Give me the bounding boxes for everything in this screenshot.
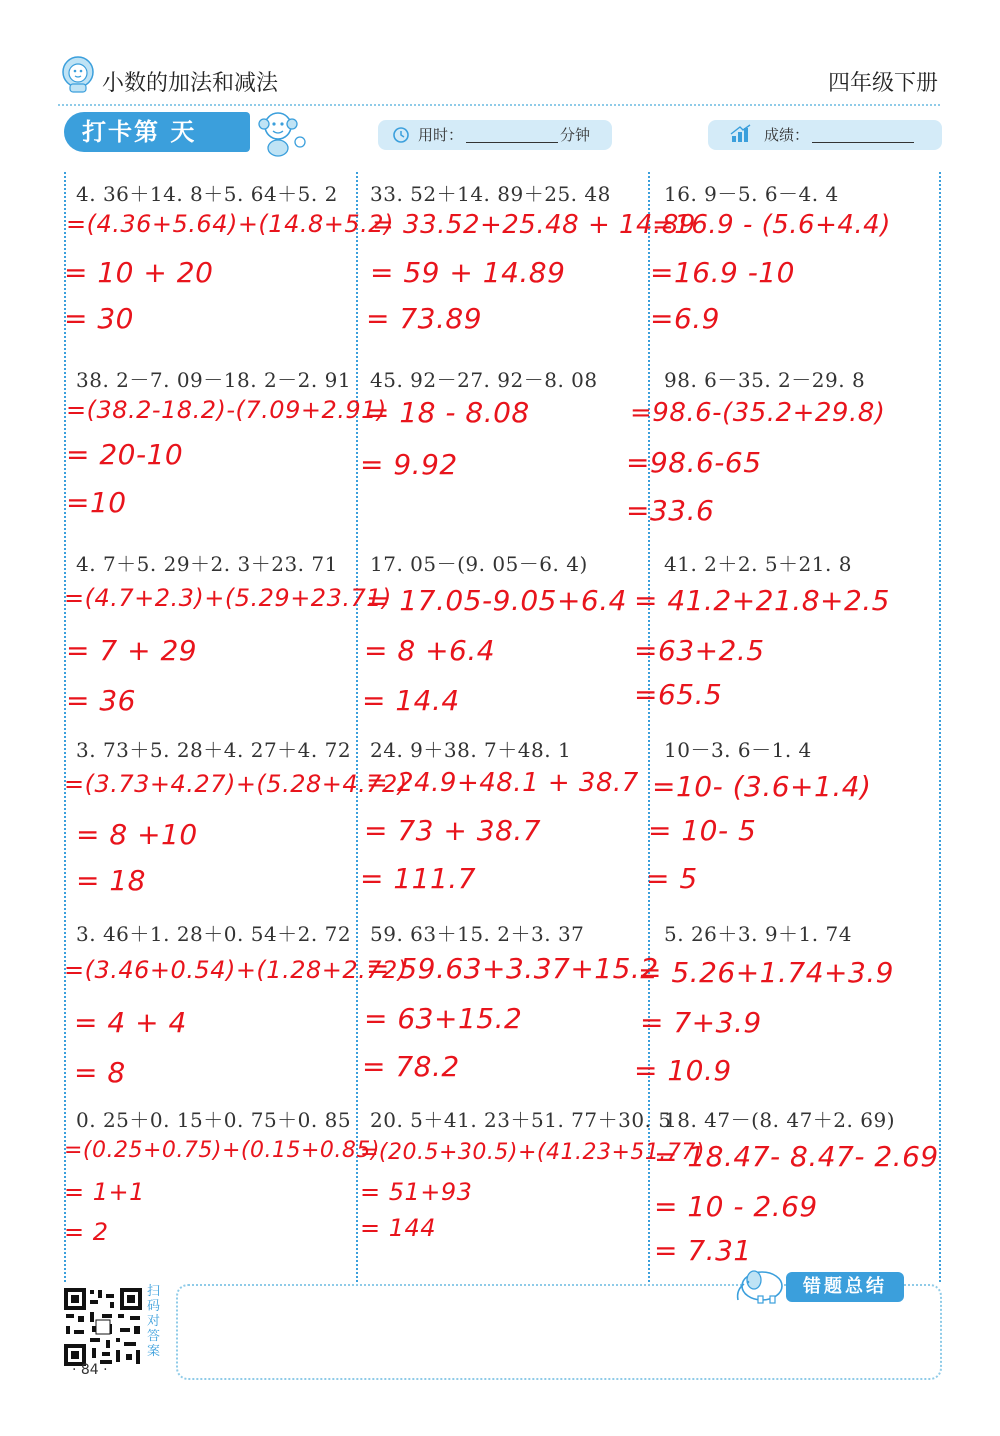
answer-10-line-3: = 18 <box>76 864 146 897</box>
problem-1: 4. 36＋14. 8＋5. 64＋5. 2 <box>76 182 338 206</box>
score-label: 成绩： <box>764 126 810 144</box>
answer-11-line-3: = 111.7 <box>360 862 477 895</box>
answer-10-line-1: =(3.73+4.27)+(5.28+4.72) <box>64 770 408 798</box>
answer-13-line-3: = 8 <box>74 1056 126 1089</box>
problem-5: 45. 92－27. 92－8. 08 <box>370 368 598 392</box>
answer-3-line-2: =16.9 -10 <box>650 256 795 289</box>
answer-10-line-2: = 8 +10 <box>76 818 198 851</box>
problem-18: 18. 47－(8. 47＋2. 69) <box>664 1108 895 1132</box>
answer-15-line-1: = 5.26+1.74+3.9 <box>638 956 894 989</box>
lion-mascot-icon <box>58 54 98 94</box>
answer-5-line-1: = 18 - 8.08 <box>366 396 530 429</box>
problem-4: 38. 2－7. 09－18. 2－2. 91 <box>76 368 352 392</box>
answer-7-line-1: =(4.7+2.3)+(5.29+23.71) <box>64 584 392 612</box>
answer-18-line-2: = 10 - 2.69 <box>654 1190 818 1223</box>
answer-1-line-3: = 30 <box>64 302 134 335</box>
answer-13-line-1: =(3.46+0.54)+(1.28+2.72) <box>64 956 408 984</box>
answer-17-line-2: = 51+93 <box>360 1178 473 1206</box>
problem-11: 24. 9＋38. 7＋48. 1 <box>370 738 572 762</box>
answer-12-line-1: =10- (3.6+1.4) <box>652 770 872 803</box>
answer-4-line-1: =(38.2-18.2)-(7.09+2.91) <box>66 396 387 424</box>
clock-icon <box>392 126 410 144</box>
header-divider <box>58 104 940 106</box>
answer-14-line-1: = 59.63+3.37+15.2 <box>366 952 659 985</box>
answer-11-line-1: = 24.9+48.1 + 38.7 <box>366 768 639 798</box>
problem-6: 98. 6－35. 2－29. 8 <box>664 368 866 392</box>
problem-16: 0. 25＋0. 15＋0. 75＋0. 85 <box>76 1108 352 1132</box>
answer-2-line-1: = 33.52+25.48 + 14.89 <box>372 210 696 240</box>
time-label: 用时： <box>418 126 464 144</box>
answer-1-line-2: = 10 + 20 <box>64 256 214 289</box>
answer-8-line-2: = 8 +6.4 <box>364 634 496 667</box>
answer-3-line-1: =16.9 - (5.6+4.4) <box>652 210 891 240</box>
checkin-banner: 打卡第 天 <box>64 112 250 152</box>
answer-18-line-1: = 18.47- 8.47- 2.69 <box>654 1140 939 1173</box>
answer-4-line-2: = 20-10 <box>66 438 184 471</box>
score-field <box>708 120 942 150</box>
answer-17-line-3: = 144 <box>360 1214 437 1242</box>
problem-15: 5. 26＋3. 9＋1. 74 <box>664 922 852 946</box>
problem-3: 16. 9－5. 6－4. 4 <box>664 182 839 206</box>
problem-13: 3. 46＋1. 28＋0. 54＋2. 72 <box>76 922 352 946</box>
answer-4-line-3: =10 <box>66 486 127 519</box>
answer-7-line-2: = 7 + 29 <box>66 634 198 667</box>
score-input[interactable] <box>812 126 914 143</box>
answer-1-line-1: =(4.36+5.64)+(14.8+5.2) <box>66 210 394 238</box>
mistake-summary-label: 错题总结 <box>786 1272 904 1302</box>
answer-13-line-2: = 4 + 4 <box>74 1006 187 1039</box>
chart-icon <box>730 124 752 144</box>
answer-2-line-3: = 73.89 <box>366 302 483 335</box>
answer-8-line-3: = 14.4 <box>362 684 460 717</box>
answer-14-line-3: = 78.2 <box>362 1050 460 1083</box>
answer-15-line-2: = 7+3.9 <box>640 1006 762 1039</box>
page-number: · 84 · <box>72 1362 108 1378</box>
problem-7: 4. 7＋5. 29＋2. 3＋23. 71 <box>76 552 338 576</box>
problem-2: 33. 52＋14. 89＋25. 48 <box>370 182 611 206</box>
answer-12-line-3: = 5 <box>646 862 698 895</box>
answer-9-line-2: =63+2.5 <box>634 634 765 667</box>
problem-10: 3. 73＋5. 28＋4. 27＋4. 72 <box>76 738 352 762</box>
answer-8-line-1: = 17.05-9.05+6.4 <box>366 584 627 617</box>
page-title: 小数的加法和减法 <box>102 71 279 96</box>
answer-7-line-3: = 36 <box>66 684 136 717</box>
column-divider <box>356 172 358 1282</box>
time-field <box>378 120 612 150</box>
answer-17-line-1: =(20.5+30.5)+(41.23+51.77) <box>360 1140 705 1165</box>
answer-6-line-1: =98.6-(35.2+29.8) <box>630 398 886 428</box>
time-unit: 分钟 <box>560 126 591 144</box>
answer-11-line-2: = 73 + 38.7 <box>364 814 542 847</box>
answer-12-line-2: = 10- 5 <box>648 814 757 847</box>
problem-9: 41. 2＋2. 5＋21. 8 <box>664 552 852 576</box>
answer-9-line-1: = 41.2+21.8+2.5 <box>634 584 890 617</box>
elephant-mascot-icon <box>732 1264 790 1304</box>
answer-18-line-3: = 7.31 <box>654 1234 752 1267</box>
answer-16-line-1: =(0.25+0.75)+(0.15+0.85) <box>64 1138 381 1163</box>
problem-17: 20. 5＋41. 23＋51. 77＋30. 5 <box>370 1108 672 1132</box>
grade-label: 四年级下册 <box>827 71 938 96</box>
answer-16-line-2: = 1+1 <box>64 1178 145 1206</box>
time-input[interactable] <box>466 126 558 143</box>
problem-12: 10－3. 6－1. 4 <box>664 738 812 762</box>
scan-for-answers-label: 扫码对答案 <box>147 1284 161 1359</box>
answer-9-line-3: =65.5 <box>634 678 723 711</box>
answer-5-line-2: = 9.92 <box>360 448 458 481</box>
answer-2-line-2: = 59 + 14.89 <box>370 256 566 289</box>
answer-6-line-2: =98.6-65 <box>626 446 762 479</box>
answer-15-line-3: = 10.9 <box>634 1054 732 1087</box>
problem-8: 17. 05－(9. 05－6. 4) <box>370 552 588 576</box>
answer-6-line-3: =33.6 <box>626 494 715 527</box>
problem-14: 59. 63＋15. 2＋3. 37 <box>370 922 585 946</box>
qr-code-icon[interactable] <box>62 1286 144 1368</box>
monkey-mascot-icon <box>252 106 310 158</box>
answer-14-line-2: = 63+15.2 <box>364 1002 523 1035</box>
answer-16-line-3: = 2 <box>64 1218 109 1246</box>
answer-3-line-3: =6.9 <box>650 302 720 335</box>
